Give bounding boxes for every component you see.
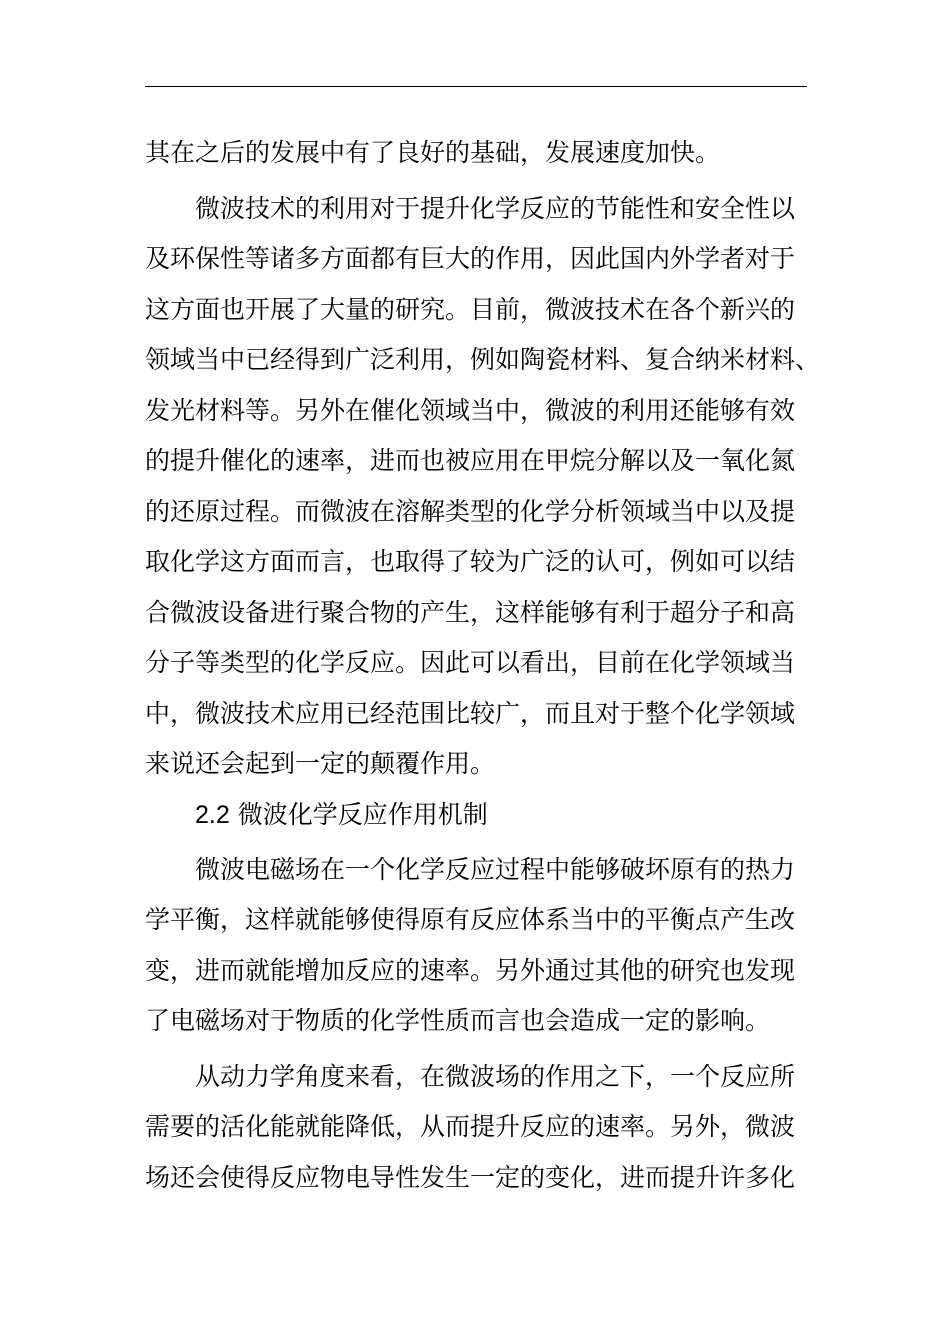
text-line: 变，进而就能增加反应的速率。另外通过其他的研究也发现 xyxy=(145,955,796,985)
text-line: 微波技术的利用对于提升化学反应的节能性和安全性以 xyxy=(195,193,796,223)
section-number: 2.2 xyxy=(195,800,230,829)
text-line: 的提升催化的速率，进而也被应用在甲烷分解以及一氧化氮 xyxy=(145,446,796,475)
paragraph-continuation xyxy=(145,128,807,179)
header-rule xyxy=(145,86,807,87)
text-line: 其在之后的发展中有了良好的基础，发展速度加快。 xyxy=(145,138,721,167)
text-line: 了电磁场对于物质的化学性质而言也会造成一定的影响。 xyxy=(145,1006,771,1035)
text-line: 及环保性等诸多方面都有巨大的作用，因此国内外学者对于 xyxy=(145,244,796,273)
paragraph-kinetics xyxy=(145,1052,807,1204)
text-line: 发光材料等。另外在催化领域当中，微波的利用还能够有效 xyxy=(145,395,796,425)
text-line: 分子等类型的化学反应。因此可以看出，目前在化学领域当 xyxy=(145,648,796,677)
text-line: 的还原过程。而微波在溶解类型的化学分析领域当中以及提 xyxy=(145,496,796,526)
text-line: 场还会使得反应物电导性发生一定的变化，进而提升许多化 xyxy=(145,1162,796,1192)
text-line: 取化学这方面而言，也取得了较为广泛的认可，例如可以结 xyxy=(145,547,796,576)
text-line: 微波电磁场在一个化学反应过程中能够破坏原有的热力 xyxy=(195,854,796,884)
text-line: 需要的活化能就能降低，从而提升反应的速率。另外，微波 xyxy=(145,1112,796,1141)
paragraph-electromagnetic-field xyxy=(145,845,807,1047)
text-line: 从动力学角度来看，在微波场的作用之下，一个反应所 xyxy=(195,1061,796,1091)
text-line: 中，微波技术应用已经范围比较广，而且对于整个化学领域 xyxy=(145,698,796,728)
section-title: 微波化学反应作用机制 xyxy=(237,799,488,829)
text-line: 领域当中已经得到广泛利用，例如陶瓷材料、复合纳米材料、 xyxy=(145,345,821,374)
text-line: 这方面也开展了大量的研究。目前，微波技术在各个新兴的 xyxy=(145,294,796,324)
paragraph-microwave-applications xyxy=(145,184,821,790)
text-line: 来说还会起到一定的颠覆作用。 xyxy=(145,749,496,778)
document-body xyxy=(145,128,821,1203)
section-heading xyxy=(145,790,807,840)
text-line: 合微波设备进行聚合物的产生，这样能够有利于超分子和高 xyxy=(145,597,796,627)
text-line: 学平衡，这样就能够使得原有反应体系当中的平衡点产生改 xyxy=(145,905,796,934)
